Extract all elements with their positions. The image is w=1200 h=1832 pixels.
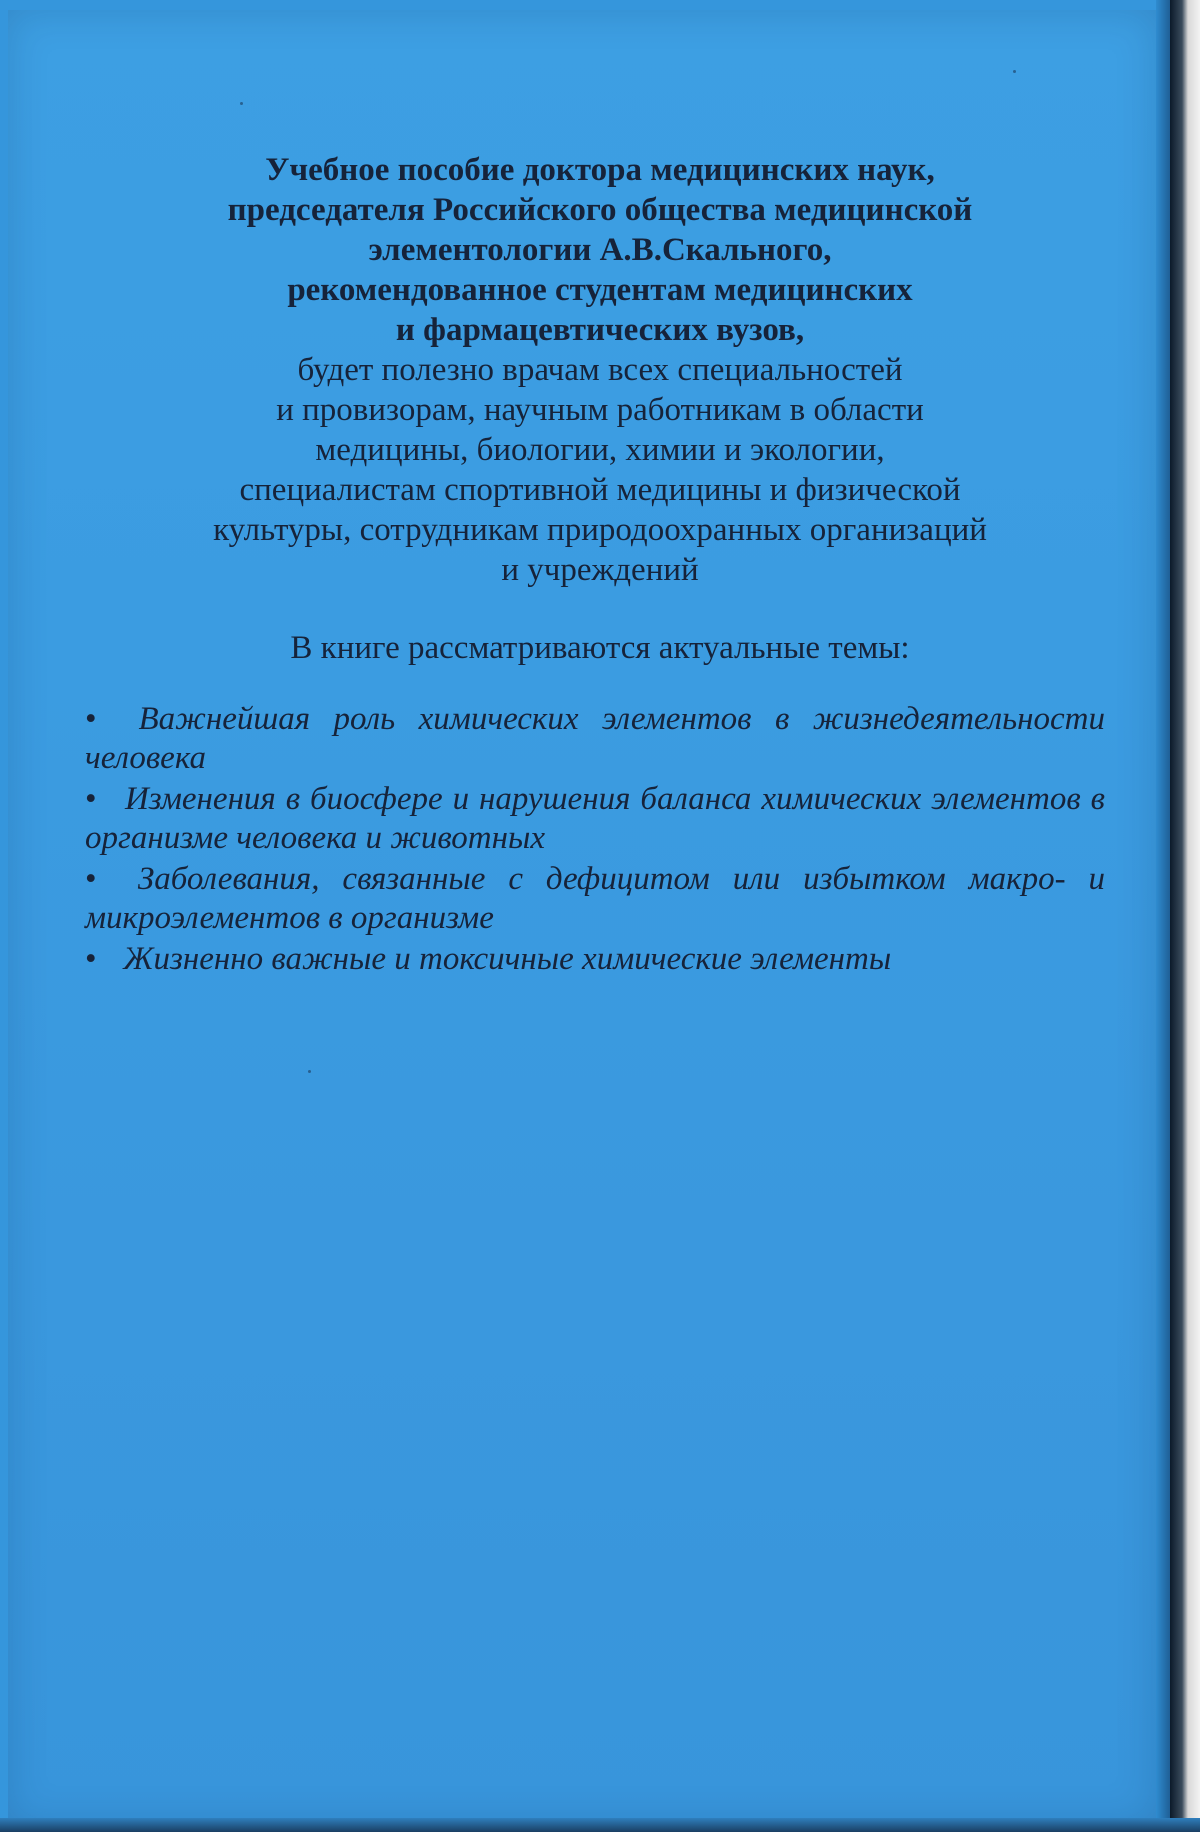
intro-regular-line: медицины, биологии, химии и экологии,	[315, 432, 885, 468]
cover-edge-shadow	[1156, 0, 1170, 1832]
intro-bold-line: и фармацевтических вузов,	[395, 312, 805, 348]
topic-text: Изменения в биосфере и нарушения баланса химических элементов в организме человека и животных	[85, 781, 1105, 856]
cover-text	[85, 150, 1115, 981]
topic-text: Жизненно важные и токсичные химические элементы	[123, 941, 892, 977]
intro-regular-line: будет полезно врачам всех специальностей	[297, 352, 903, 388]
intro-regular-line: и провизорам, научным работникам в области	[276, 392, 924, 428]
scan-speck	[240, 102, 243, 105]
bullet-icon: •	[85, 781, 97, 817]
topic-item	[85, 780, 1105, 858]
bottom-edge	[0, 1818, 1200, 1832]
topics-heading: В книге рассматриваются актуальные темы:	[290, 630, 910, 666]
bullet-icon: •	[85, 941, 97, 977]
topic-item	[85, 940, 1105, 979]
intro-regular-line: специалистам спортивной медицины и физической	[239, 472, 961, 508]
intro-regular-line: и учреждений	[501, 552, 699, 588]
topics-list	[85, 700, 1115, 979]
intro-regular-line: культуры, сотрудникам природоохранных организаций	[213, 512, 987, 548]
intro-bold-paragraph	[85, 150, 1115, 350]
topic-item	[85, 700, 1105, 778]
intro-bold-line: Учебное пособие доктора медицинских наук,	[265, 152, 935, 188]
bullet-icon: •	[85, 701, 97, 737]
scan-speck	[308, 1070, 311, 1073]
intro-bold-line: председателя Российского общества медицинской	[227, 192, 973, 228]
bullet-icon: •	[85, 861, 97, 897]
intro-bold-line: рекомендованное студентам медицинских	[287, 272, 913, 308]
topic-text: Заболевания, связанные с дефицитом или избытком макро- и микроэлементов в организме	[85, 861, 1106, 936]
intro-regular-paragraph	[85, 350, 1115, 590]
page-edge	[1170, 0, 1200, 1832]
topic-text: Важнейшая роль химических элементов в жизнедеятельности человека	[85, 701, 1105, 776]
intro-bold-line: элементологии А.В.Скального,	[368, 232, 832, 268]
scan-speck	[1013, 70, 1016, 73]
topic-item	[85, 860, 1105, 938]
